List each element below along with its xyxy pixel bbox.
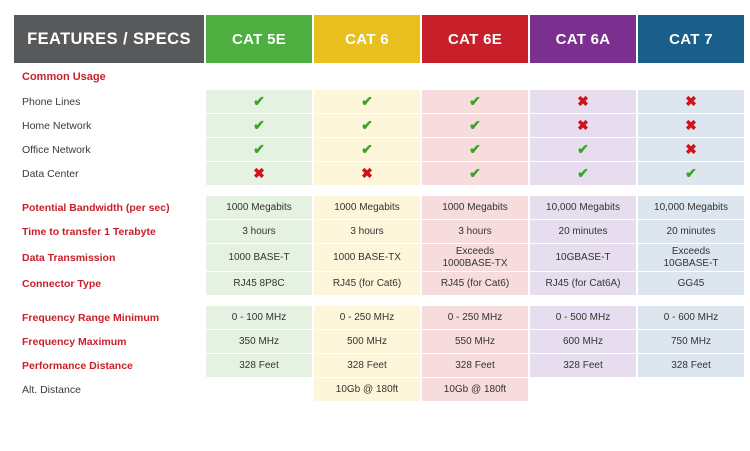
cell-value: GG45	[638, 272, 744, 295]
cell-value: 550 MHz	[422, 330, 528, 353]
spec-table	[12, 14, 746, 402]
row-label: Connector Type	[14, 272, 204, 295]
cell-value: 10,000 Megabits	[530, 196, 636, 219]
cell-mark-cross	[638, 90, 744, 113]
cross-icon: ✖	[577, 92, 589, 109]
row-label: Data Transmission	[14, 244, 204, 271]
cell-value: Exceeds 1000BASE-TX	[422, 244, 528, 271]
table-row	[14, 220, 744, 243]
column-header-cat6: CAT 6	[314, 15, 420, 63]
cell-value: RJ45 (for Cat6)	[422, 272, 528, 295]
check-icon: ✔	[253, 116, 265, 133]
cell-value: 600 MHz	[530, 330, 636, 353]
cell-value: 1000 BASE-TX	[314, 244, 420, 271]
section-heading-filler	[422, 64, 528, 89]
spacer-cell	[206, 186, 312, 195]
cell-value: 1000 Megabits	[206, 196, 312, 219]
cell-value: 0 - 500 MHz	[530, 306, 636, 329]
cell-mark-check	[314, 90, 420, 113]
check-icon: ✔	[685, 164, 697, 181]
cell-value: RJ45 (for Cat6)	[314, 272, 420, 295]
cell-mark-check	[206, 114, 312, 137]
table-row	[14, 162, 744, 185]
column-header-cat6a: CAT 6A	[530, 15, 636, 63]
cross-icon: ✖	[685, 92, 697, 109]
page-title: FEATURES / SPECS	[14, 15, 204, 63]
spacer-cell	[638, 296, 744, 305]
cell-value: 0 - 100 MHz	[206, 306, 312, 329]
row-label: Frequency Maximum	[14, 330, 204, 353]
cell-value: 20 minutes	[638, 220, 744, 243]
check-icon: ✔	[469, 140, 481, 157]
cell-mark-check	[206, 90, 312, 113]
cell-value: 750 MHz	[638, 330, 744, 353]
spacer-cell	[14, 296, 204, 305]
table-row	[14, 330, 744, 353]
cell-mark-cross	[638, 138, 744, 161]
row-label: Time to transfer 1 Terabyte	[14, 220, 204, 243]
cell-value: 328 Feet	[530, 354, 636, 377]
cell-mark-check	[422, 162, 528, 185]
section-heading-filler	[530, 64, 636, 89]
check-icon: ✔	[577, 164, 589, 181]
check-icon: ✔	[361, 92, 373, 109]
cell-value: 328 Feet	[206, 354, 312, 377]
cell-value: Exceeds 10GBASE-T	[638, 244, 744, 271]
cell-mark-check	[314, 114, 420, 137]
cell-empty	[530, 378, 636, 401]
cell-mark-check	[206, 138, 312, 161]
table-row	[14, 306, 744, 329]
column-header-cat7: CAT 7	[638, 15, 744, 63]
cell-value: 1000 Megabits	[314, 196, 420, 219]
cell-empty	[206, 378, 312, 401]
cell-value: RJ45 8P8C	[206, 272, 312, 295]
cell-mark-check	[314, 138, 420, 161]
cross-icon: ✖	[685, 140, 697, 157]
row-label: Frequency Range Minimum	[14, 306, 204, 329]
cross-icon: ✖	[685, 116, 697, 133]
cell-value: 0 - 250 MHz	[422, 306, 528, 329]
row-label: Office Network	[14, 138, 204, 161]
cell-mark-check	[422, 138, 528, 161]
table-row	[14, 138, 744, 161]
spacer-cell	[422, 296, 528, 305]
cross-icon: ✖	[253, 164, 265, 181]
column-header-cat6e: CAT 6E	[422, 15, 528, 63]
cross-icon: ✖	[577, 116, 589, 133]
table-row	[14, 196, 744, 219]
row-label: Data Center	[14, 162, 204, 185]
row-label: Phone Lines	[14, 90, 204, 113]
table-row	[14, 114, 744, 137]
cell-mark-check	[422, 90, 528, 113]
cell-value: 1000 Megabits	[422, 196, 528, 219]
check-icon: ✔	[253, 140, 265, 157]
check-icon: ✔	[253, 92, 265, 109]
cell-value: 10,000 Megabits	[638, 196, 744, 219]
cell-value: RJ45 (for Cat6A)	[530, 272, 636, 295]
table-row	[14, 378, 744, 401]
table-row	[14, 244, 744, 271]
table-row	[14, 90, 744, 113]
check-icon: ✔	[361, 116, 373, 133]
cell-value: 10Gb @ 180ft	[422, 378, 528, 401]
spacer-cell	[530, 186, 636, 195]
cell-mark-cross	[206, 162, 312, 185]
spacer-cell	[422, 186, 528, 195]
table-row	[14, 272, 744, 295]
cell-mark-check	[530, 138, 636, 161]
row-spacer	[14, 296, 744, 305]
row-spacer	[14, 186, 744, 195]
section-heading-row	[14, 64, 744, 89]
check-icon: ✔	[361, 140, 373, 157]
check-icon: ✔	[469, 164, 481, 181]
cell-value: 3 hours	[422, 220, 528, 243]
cell-value: 10Gb @ 180ft	[314, 378, 420, 401]
cross-icon: ✖	[361, 164, 373, 181]
spacer-cell	[314, 186, 420, 195]
section-heading-filler	[638, 64, 744, 89]
cell-value: 328 Feet	[638, 354, 744, 377]
cell-empty	[638, 378, 744, 401]
cell-mark-cross	[314, 162, 420, 185]
section-heading: Common Usage	[14, 64, 204, 89]
cell-value: 328 Feet	[422, 354, 528, 377]
cell-value: 328 Feet	[314, 354, 420, 377]
cell-value: 1000 BASE-T	[206, 244, 312, 271]
check-icon: ✔	[577, 140, 589, 157]
column-header-cat5e: CAT 5E	[206, 15, 312, 63]
cell-mark-cross	[530, 114, 636, 137]
cell-value: 3 hours	[206, 220, 312, 243]
row-label: Performance Distance	[14, 354, 204, 377]
section-heading-filler	[314, 64, 420, 89]
spacer-cell	[14, 186, 204, 195]
spacer-cell	[530, 296, 636, 305]
header-row	[14, 15, 744, 63]
cell-mark-check	[422, 114, 528, 137]
check-icon: ✔	[469, 92, 481, 109]
row-label: Home Network	[14, 114, 204, 137]
cell-mark-check	[638, 162, 744, 185]
cell-value: 0 - 600 MHz	[638, 306, 744, 329]
cell-mark-cross	[638, 114, 744, 137]
cell-value: 0 - 250 MHz	[314, 306, 420, 329]
spacer-cell	[638, 186, 744, 195]
section-heading-filler	[206, 64, 312, 89]
table-header	[14, 15, 744, 63]
cell-mark-check	[530, 162, 636, 185]
cell-mark-cross	[530, 90, 636, 113]
row-label: Potential Bandwidth (per sec)	[14, 196, 204, 219]
cell-value: 350 MHz	[206, 330, 312, 353]
row-label: Alt. Distance	[14, 378, 204, 401]
spacer-cell	[314, 296, 420, 305]
cell-value: 10GBASE-T	[530, 244, 636, 271]
cell-value: 20 minutes	[530, 220, 636, 243]
spacer-cell	[206, 296, 312, 305]
cell-value: 500 MHz	[314, 330, 420, 353]
table-body	[14, 64, 744, 401]
cell-value: 3 hours	[314, 220, 420, 243]
check-icon: ✔	[469, 116, 481, 133]
table-row	[14, 354, 744, 377]
